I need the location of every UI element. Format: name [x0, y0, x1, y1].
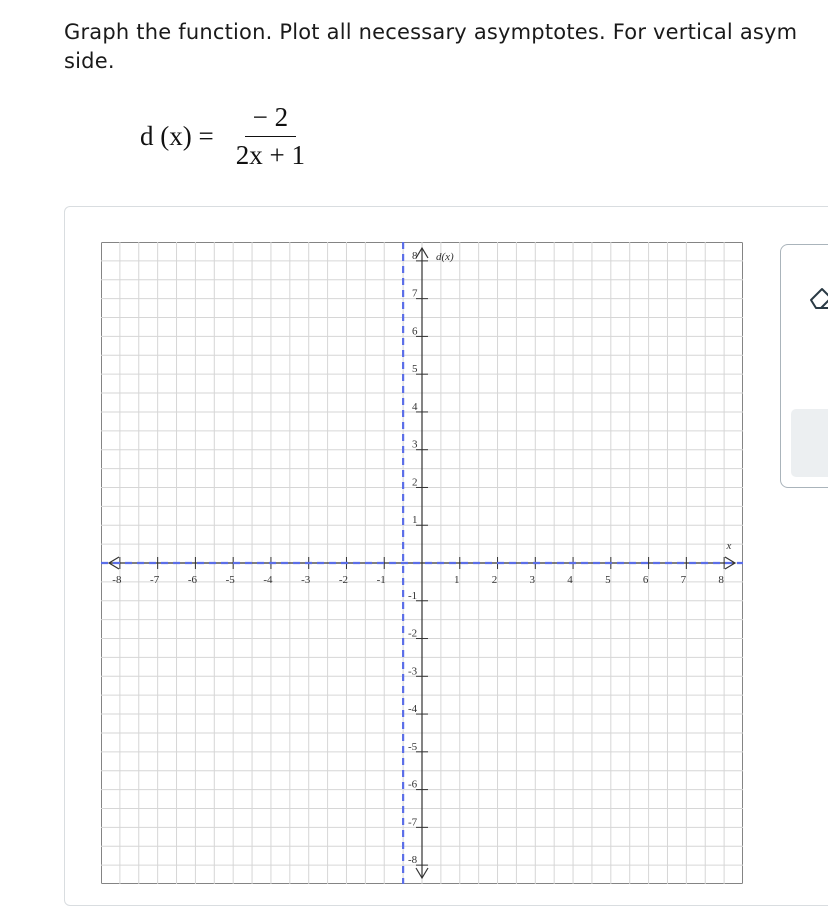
- x-tick-label: -3: [301, 574, 311, 586]
- y-tick-label: 3: [412, 438, 418, 451]
- graph-canvas[interactable]: [101, 242, 743, 884]
- y-tick-label: 5: [412, 363, 418, 376]
- y-tick-label: 8: [412, 249, 418, 262]
- question-line-2: side.: [64, 49, 115, 73]
- x-tick-label: 7: [680, 574, 687, 586]
- y-tick-label: 7: [412, 287, 418, 300]
- y-tick-label: 4: [412, 400, 418, 413]
- x-tick-label: -2: [338, 574, 349, 586]
- y-tick-label: -4: [408, 703, 418, 716]
- x-tick-label: -8: [112, 574, 122, 586]
- graph-toolbox: [780, 244, 828, 488]
- x-tick-label: 6: [642, 574, 649, 586]
- x-tick-label: 2: [491, 574, 498, 586]
- x-tick-label: 3: [529, 574, 536, 586]
- y-tick-label: -8: [408, 854, 418, 867]
- x-tick-label: -4: [263, 574, 273, 586]
- question-prompt: [64, 18, 828, 76]
- y-tick-label: 1: [412, 514, 418, 527]
- y-tick-label: -7: [408, 816, 418, 829]
- y-tick-label: -3: [408, 665, 418, 678]
- y-axis-label: d(x): [436, 251, 454, 263]
- x-tick-label: -7: [150, 574, 160, 586]
- formula-denominator: 2x + 1: [235, 139, 305, 170]
- y-tick-label: -5: [408, 740, 418, 753]
- x-tick-label: -5: [225, 574, 235, 586]
- formula-fraction: [228, 102, 313, 171]
- formula-lhs: d (x) =: [140, 120, 214, 151]
- x-tick-label: 1: [454, 574, 460, 586]
- tool-button[interactable]: [791, 409, 828, 477]
- eraser-icon[interactable]: [807, 283, 828, 311]
- x-tick-label: 8: [718, 574, 724, 586]
- x-tick-label: -1: [376, 574, 386, 586]
- x-tick-label: 5: [605, 574, 611, 586]
- x-tick-label: -6: [187, 574, 197, 586]
- x-tick-label: 4: [567, 574, 573, 586]
- y-tick-label: -6: [408, 778, 418, 791]
- y-tick-label: -2: [408, 627, 418, 640]
- y-tick-label: -1: [408, 589, 418, 602]
- y-tick-label: 6: [412, 325, 418, 338]
- x-axis-label: x: [726, 540, 732, 552]
- y-tick-label: 2: [412, 476, 418, 489]
- question-line-1: Graph the function. Plot all necessary asymptotes. For vertical asym: [64, 20, 798, 44]
- formula-numerator: − 2: [245, 102, 296, 137]
- function-formula: [140, 100, 313, 172]
